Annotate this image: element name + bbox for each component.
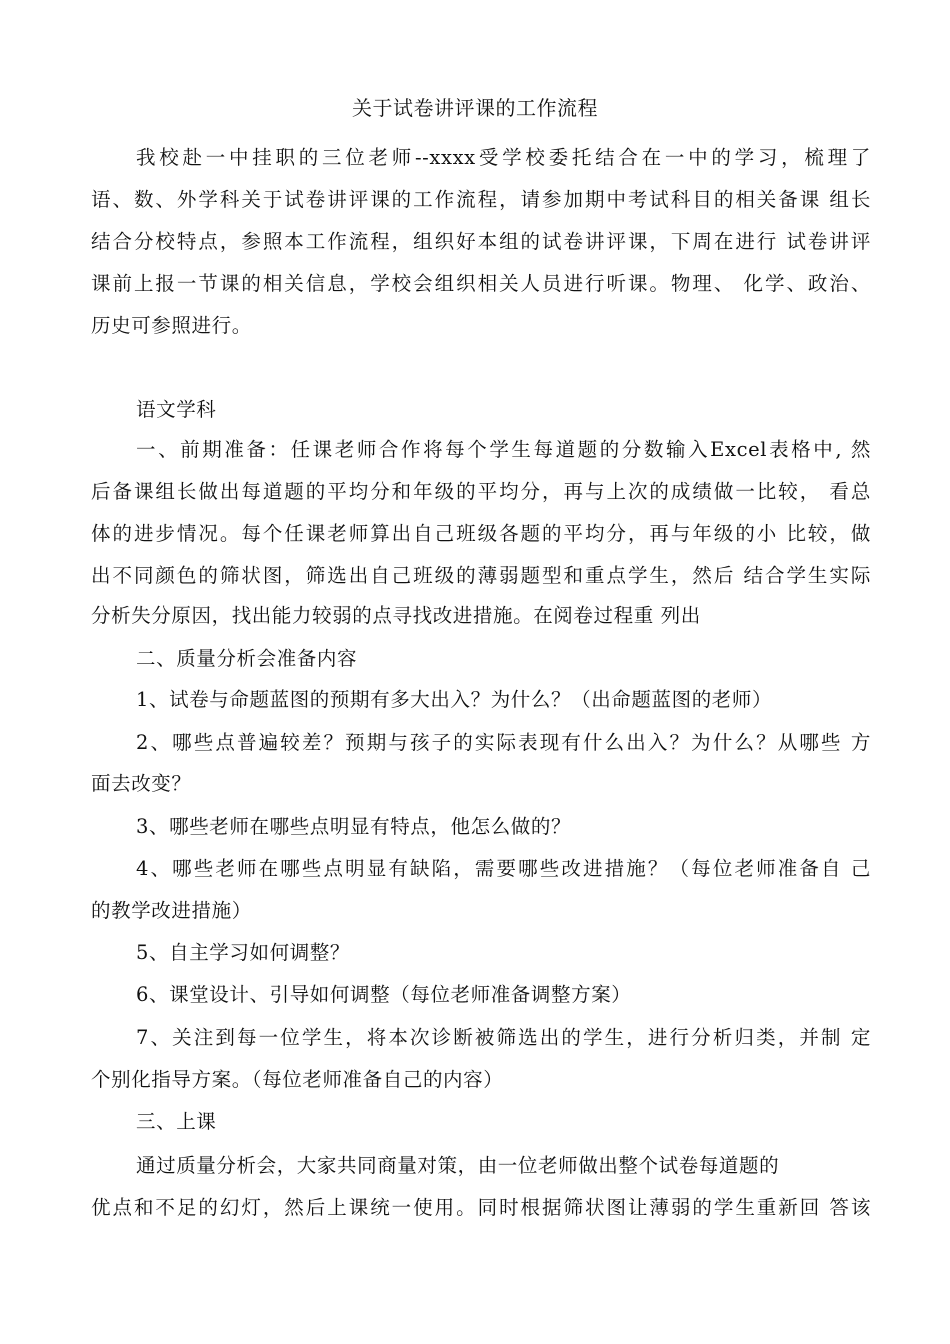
- item-4-line-2: 的教学改进措施）: [91, 899, 252, 922]
- item-3: 3、哪些老师在哪些点明显有特点，他怎么做的？: [136, 815, 572, 838]
- item-2-line-1: 2、哪些点普遍较差？预期与孩子的实际表现有什么出入？为什么？从哪些 方: [136, 731, 871, 754]
- item-1: 1、试卷与命题蓝图的预期有多大出入？为什么？（出命题蓝图的老师）: [136, 688, 773, 711]
- section1-line-4: 出不同颜色的筛状图，筛选出自己班级的薄弱题型和重点学生，然后 结合学生实际: [91, 564, 871, 587]
- intro-line-2: 语、数、外学科关于试卷讲评课的工作流程，请参加期中考试科目的相关备课 组长: [91, 188, 871, 211]
- section1-line-1: 一、前期准备：任课老师合作将每个学生每道题的分数输入Excel表格中, 然: [136, 438, 871, 461]
- intro-line-1: 我校赴一中挂职的三位老师--xxxx受学校委托结合在一中的学习，梳理了: [136, 146, 871, 169]
- item-5: 5、自主学习如何调整？: [136, 941, 351, 964]
- section1-line-3: 体的进步情况。每个任课老师算出自己班级各题的平均分，再与年级的小 比较，做: [91, 522, 871, 545]
- intro-line-5: 历史可参照进行。: [91, 314, 252, 337]
- item-7-line-2: 个别化指导方案。（每位老师准备自己的内容）: [91, 1068, 504, 1091]
- document-title: 关于试卷讲评课的工作流程: [352, 96, 598, 120]
- item-2-line-2: 面去改变？: [91, 772, 192, 795]
- section1-line-2: 后备课组长做出每道题的平均分和年级的平均分，再与上次的成绩做一比较， 看总: [91, 480, 871, 503]
- subject-heading: 语文学科: [136, 398, 217, 421]
- intro-line-4: 课前上报一节课的相关信息，学校会组织相关人员进行听课。物理、 化学、政治、: [91, 272, 871, 295]
- section3-heading: 三、上课: [136, 1110, 217, 1133]
- section3-line-2: 优点和不足的幻灯，然后上课统一使用。同时根据筛状图让薄弱的学生重新回 答该: [91, 1196, 871, 1219]
- item-7-line-1: 7、关注到每一位学生，将本次诊断被筛选出的学生，进行分析归类，并制 定: [136, 1026, 871, 1049]
- section2-heading: 二、质量分析会准备内容: [136, 647, 358, 670]
- section3-line-1: 通过质量分析会，大家共同商量对策，由一位老师做出整个试卷每道题的: [136, 1154, 780, 1177]
- section1-line-5: 分析失分原因，找出能力较弱的点寻找改进措施。在阅卷过程重 列出: [91, 604, 701, 627]
- item-4-line-1: 4、哪些老师在哪些点明显有缺陷，需要哪些改进措施？（每位老师准备自 己: [136, 857, 871, 880]
- intro-line-3: 结合分校特点，参照本工作流程，组织好本组的试卷讲评课，下周在进行 试卷讲评: [91, 230, 871, 253]
- item-6: 6、课堂设计、引导如何调整（每位老师准备调整方案）: [136, 983, 632, 1006]
